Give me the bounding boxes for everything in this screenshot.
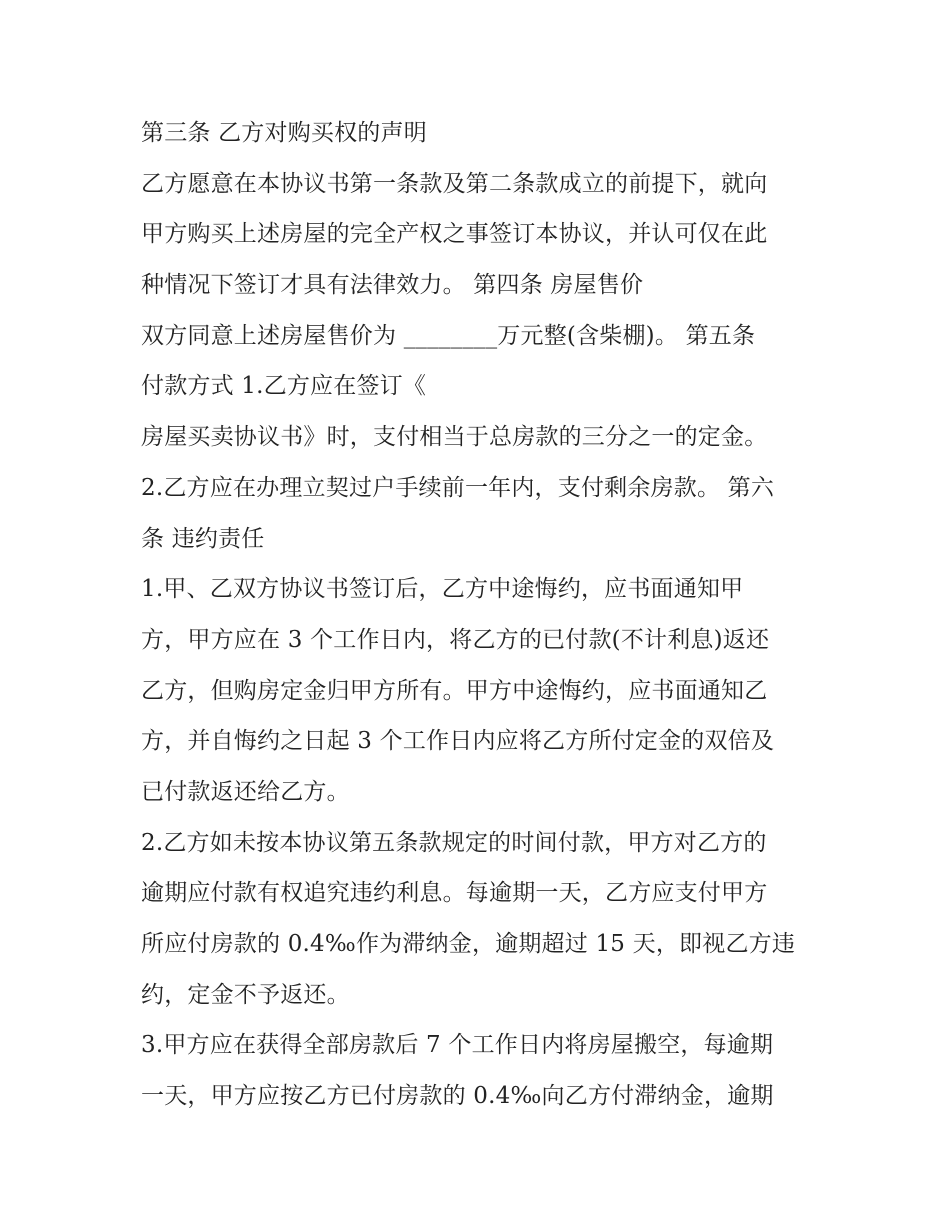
text-line: 房屋买卖协议书》时，支付相当于总房款的三分之一的定金。 (141, 424, 768, 451)
text-line: 所应付房款的 0.4‰作为滞纳金，逾期超过 15 天，即视乙方违 (141, 931, 796, 957)
text-line: 付款方式 1.乙方应在签订《 (141, 373, 427, 400)
text-line: 第三条 乙方对购买权的声明 (141, 120, 427, 146)
document-body (141, 108, 821, 1122)
text-line: 条 违约责任 (141, 525, 265, 552)
text-line: 逾期应付款有权追究违约利息。每逾期一天，乙方应支付甲方 (141, 880, 768, 907)
text-line: 甲方购买上述房屋的完全产权之事签订本协议，并认可仅在此 (141, 221, 768, 248)
text-line: 2.乙方应在办理立契过户手续前一年内，支付剩余房款。 第六 (141, 474, 775, 501)
text-line: 乙方，但购房定金归甲方所有。甲方中途悔约，应书面通知乙 (141, 677, 768, 704)
text-line: 种情况下签订才具有法律效力。 第四条 房屋售价 (141, 272, 644, 299)
text-line: 一天，甲方应按乙方已付房款的 0.4‰向乙方付滞纳金，逾期 (141, 1083, 774, 1110)
text-line: 3.甲方应在获得全部房款后 7 个工作日内将房屋搬空，每逾期 (141, 1032, 774, 1059)
text-line: 2.乙方如未按本协议第五条款规定的时间付款，甲方对乙方的 (141, 829, 767, 856)
text-line: 乙方愿意在本协议书第一条款及第二条款成立的前提下，就向 (141, 170, 768, 197)
text-line: 方，并自悔约之日起 3 个工作日内应将乙方所付定金的双倍及 (141, 728, 775, 755)
text-line: 约，定金不予返还。 (141, 981, 350, 1008)
text-line: 双方同意上述房屋售价为 ________万元整(含柴棚)。 第五条 (141, 322, 756, 349)
text-line: 1.甲、乙双方协议书签订后，乙方中途悔约，应书面通知甲 (141, 576, 744, 603)
text-line: 已付款返还给乙方。 (141, 778, 350, 805)
text-line: 方，甲方应在 3 个工作日内，将乙方的已付款(不计利息)返还 (141, 626, 770, 653)
